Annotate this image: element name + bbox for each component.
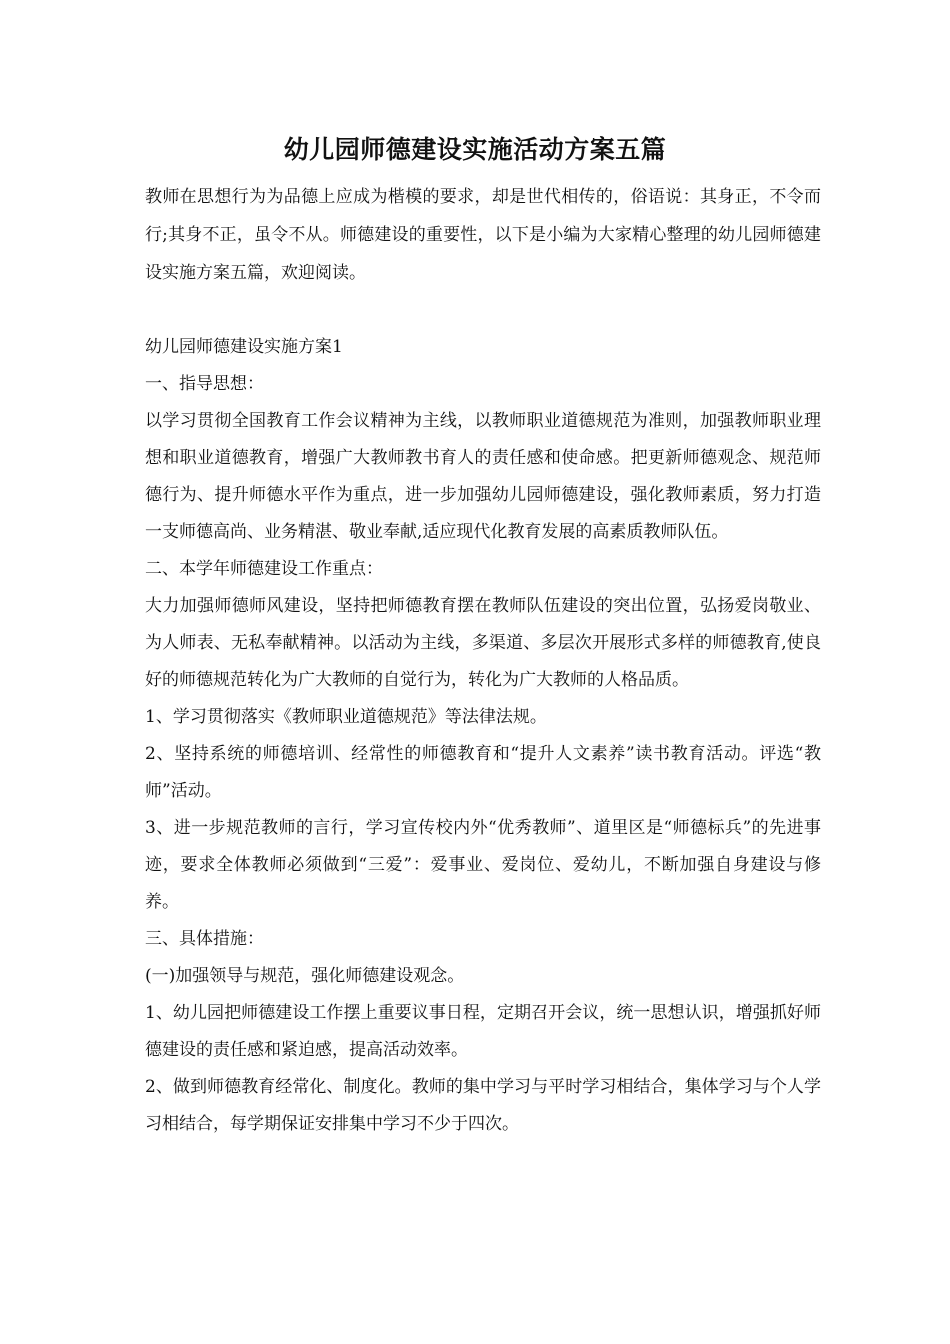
paragraph-spacer <box>145 292 821 329</box>
measure-item-2: 2、做到师德教育经常化、制度化。教师的集中学习与平时学习相结合，集体学习与个人学习相结合，每学期保证安排集中学习不少于四次。 <box>145 1077 821 1134</box>
heading-specific-measures: 三、具体措施： <box>145 929 264 949</box>
measure-item-1: 1、幼儿园把师德建设工作摆上重要议事日程，定期召开会议，统一思想认识，增强抓好师德建设的责任感和紧迫感，提高活动效率。 <box>145 1003 821 1060</box>
section-heading-plan-1: 幼儿园师德建设实施方案1 <box>145 337 343 357</box>
heading-key-work: 二、本学年师德建设工作重点： <box>145 559 383 579</box>
document-body <box>145 178 821 1143</box>
subheading-leadership: (一)加强领导与规范，强化师德建设观念。 <box>145 966 465 986</box>
paragraph-guiding-ideology: 以学习贯彻全国教育工作会议精神为主线，以教师职业道德规范为准则，加强教师职业理想和职业道德教育，增强广大教师教书育人的责任感和使命感。把更新师德观念、规范师德行为、提升师德水平作为重点，进一步加强幼儿园师德建设，强化教师素质，努力打造一支师德高尚、业务精湛、敬业奉献,适应现代化教育发展的高素质教师队伍。 <box>145 411 821 542</box>
list-item-1: 1、学习贯彻落实《教师职业道德规范》等法律法规。 <box>145 707 547 727</box>
heading-guiding-ideology: 一、指导思想： <box>145 374 264 394</box>
paragraph-key-work: 大力加强师德师风建设，坚持把师德教育摆在教师队伍建设的突出位置，弘扬爱岗敬业、为人师表、无私奉献精神。以活动为主线，多渠道、多层次开展形式多样的师德教育,使良好的师德规范转化为广大教师的自觉行为，转化为广大教师的人格品质。 <box>145 596 821 690</box>
list-item-3: 3、进一步规范教师的言行，学习宣传校内外“优秀教师”、道里区是“师德标兵”的先进事迹，要求全体教师必须做到“三爱”：爱事业、爱岗位、爱幼儿，不断加强自身建设与修养。 <box>145 818 821 912</box>
intro-paragraph: 教师在思想行为为品德上应成为楷模的要求，却是世代相传的，俗语说：其身正，不令而行;其身不正，虽令不从。师德建设的重要性，以下是小编为大家精心整理的幼儿园师德建设实施方案五篇，欢迎阅读。 <box>145 187 821 283</box>
list-item-2: 2、坚持系统的师德培训、经常性的师德教育和“提升人文素养”读书教育活动。评选“教师”活动。 <box>145 744 821 801</box>
document-title: 幼儿园师德建设实施活动方案五篇 <box>283 135 667 164</box>
